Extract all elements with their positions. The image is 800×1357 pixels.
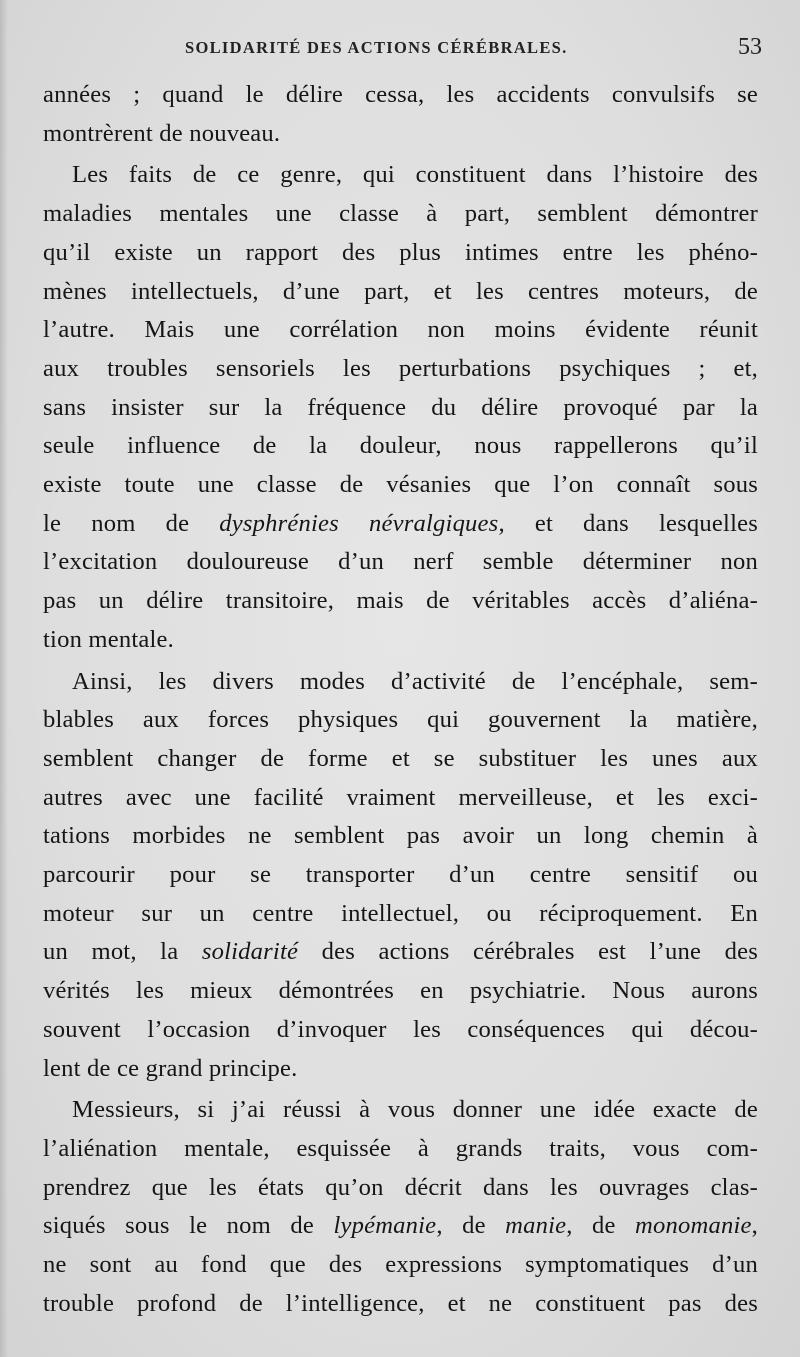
text-line: existe toute une classe de vésanies que l’on connaît sous xyxy=(43,471,758,499)
text-line: lent de ce grand principe. xyxy=(43,1054,298,1082)
text-line: seule influence de la douleur, nous rappellerons qu’il xyxy=(43,432,758,460)
text-line: pas un délire transitoire, mais de véritables accès d’aliéna- xyxy=(43,587,758,615)
text-run: , de xyxy=(566,1212,636,1240)
text-line: moteur sur un centre intellectuel, ou réciproquement. En xyxy=(43,899,758,927)
text-line: tations morbides ne semblent pas avoir un long chemin à xyxy=(43,822,758,850)
text-line: années ; quand le délire cessa, les accidents convulsifs se xyxy=(43,81,758,108)
text-line xyxy=(43,1207,758,1246)
italic-term: dysphrénies névralgiques, xyxy=(219,509,505,537)
text-line: maladies mentales une classe à part, semblent démontrer xyxy=(43,200,758,228)
body-text xyxy=(43,76,758,1324)
text-run: , de xyxy=(436,1212,506,1240)
text-run: le nom de xyxy=(43,509,220,537)
text-line: vérités les mieux démontrées en psychiatrie. Nous aurons xyxy=(43,977,758,1005)
text-line: l’aliénation mentale, esquissée à grands traits, vous com- xyxy=(43,1134,758,1162)
text-line: blables aux forces physiques qui gouvernent la matière, xyxy=(43,706,758,734)
text-line: montrèrent de nouveau. xyxy=(43,119,281,147)
page-number: 53 xyxy=(738,34,762,60)
running-title: SOLIDARITÉ DES ACTIONS CÉRÉBRALES. xyxy=(185,38,568,57)
text-run: un mot, la xyxy=(43,938,202,966)
text-line: aux troubles sensoriels les perturbations psychiques ; et, xyxy=(43,354,758,382)
paragraph xyxy=(43,156,758,659)
italic-term: monomanie xyxy=(635,1212,752,1240)
text-run: et dans lesquelles xyxy=(504,509,758,537)
text-run: , xyxy=(751,1212,758,1240)
paragraph xyxy=(43,1091,758,1323)
italic-term: manie xyxy=(505,1212,567,1240)
text-line: tion mentale. xyxy=(43,625,174,653)
paragraph xyxy=(43,76,758,153)
text-line: parcourir pour se transporter d’un centre sensitif ou xyxy=(43,861,758,889)
text-line: mènes intellectuels, d’une part, et les centres moteurs, de xyxy=(43,277,758,305)
text-line: Ainsi, les divers modes d’activité de l’encéphale, sem- xyxy=(72,667,758,695)
text-line xyxy=(43,505,758,544)
italic-term: solidarité xyxy=(201,938,299,966)
text-line: Les faits de ce genre, qui constituent dans l’histoire des xyxy=(72,161,758,189)
text-line: souvent l’occasion d’invoquer les conséquences qui décou- xyxy=(43,1015,758,1043)
text-line xyxy=(43,933,758,972)
text-run: des actions cérébrales est l’une des xyxy=(298,938,758,966)
text-line: l’autre. Mais une corrélation non moins évidente réunit xyxy=(43,316,758,344)
text-line: trouble profond de l’intelligence, et ne constituent pas des xyxy=(43,1289,758,1317)
text-line: Messieurs, si j’ai réussi à vous donner une idée exacte de xyxy=(72,1096,758,1124)
text-line: prendrez que les états qu’on décrit dans les ouvrages clas- xyxy=(43,1173,758,1201)
text-line: l’excitation douloureuse d’un nerf semble déterminer non xyxy=(43,548,758,576)
text-line: semblent changer de forme et se substituer les unes aux xyxy=(43,744,758,772)
text-line: sans insister sur la fréquence du délire provoqué par la xyxy=(43,393,758,421)
text-run: siqués sous le nom de xyxy=(43,1212,334,1240)
text-line: qu’il existe un rapport des plus intimes entre les phéno- xyxy=(43,238,758,266)
text-line: ne sont au fond que des expressions symptomatiques d’un xyxy=(43,1251,758,1279)
page-edge-shadow xyxy=(0,0,8,1357)
text-line: autres avec une facilité vraiment merveilleuse, et les exci- xyxy=(43,783,758,811)
italic-term: lypémanie xyxy=(333,1212,437,1240)
page-header xyxy=(0,34,800,64)
paragraph xyxy=(43,663,758,1089)
